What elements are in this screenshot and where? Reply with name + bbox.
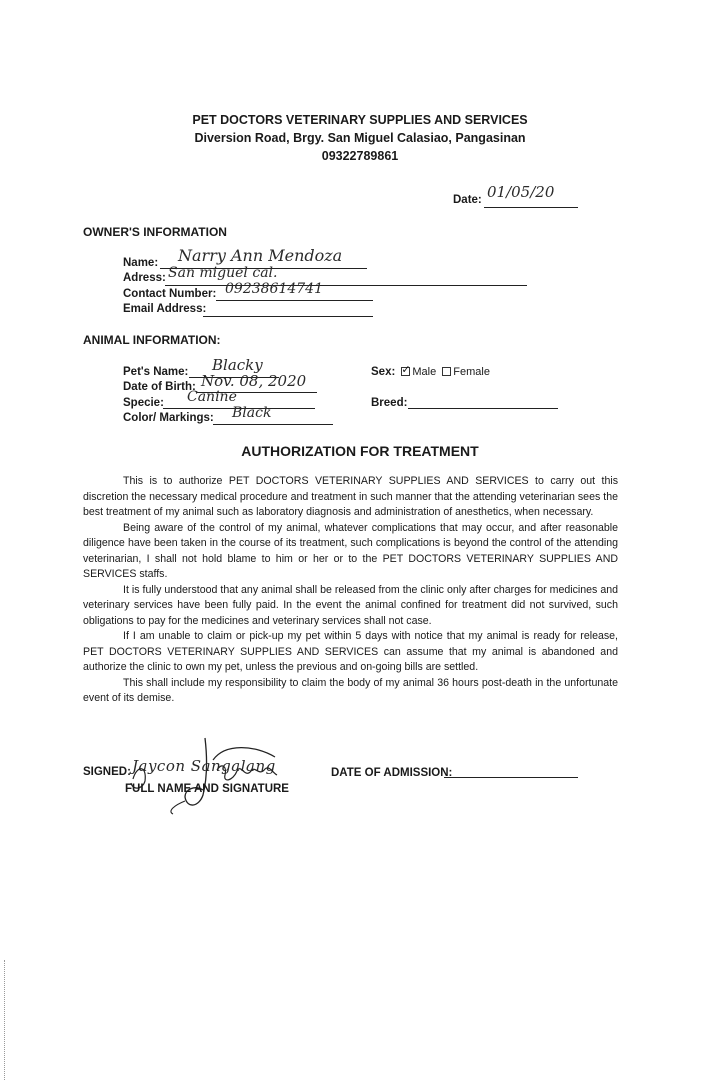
signature-caption: FULL NAME AND SIGNATURE — [125, 783, 289, 795]
page-edge-divider — [4, 960, 6, 1080]
color-value[interactable]: Black — [232, 405, 272, 421]
authorization-title: AUTHORIZATION FOR TREATMENT — [241, 443, 479, 459]
admission-line — [444, 777, 578, 778]
sex-label: Sex: — [371, 366, 396, 378]
signature-image — [125, 735, 285, 815]
dob-label: Date of Birth: — [123, 381, 196, 393]
company-name: PET DOCTORS VETERINARY SUPPLIES AND SERVICES — [192, 113, 528, 127]
owner-name-value[interactable]: Narry Ann Mendoza — [178, 246, 343, 265]
admission-label: DATE OF ADMISSION: — [331, 767, 453, 779]
breed-line — [408, 408, 558, 409]
signer-name: Jaycon Sangalang — [132, 757, 276, 775]
color-label: Color/ Markings: — [123, 412, 214, 424]
color-line — [213, 424, 333, 425]
owner-name-label: Name: — [123, 257, 159, 269]
authorization-body — [83, 474, 618, 707]
sex-female-label: Female — [453, 366, 490, 378]
sex-male-label: Male — [412, 366, 437, 378]
specie-value[interactable]: Canine — [187, 389, 237, 405]
owner-email-line — [203, 316, 373, 317]
specie-label: Specie: — [123, 397, 164, 409]
owner-address-line — [165, 285, 527, 286]
date-line — [484, 207, 578, 208]
authorization-paragraph: Being aware of the control of my animal, whatever complications that may occur, and after reasonable diligence have been taken in the course of its treatment, such complications is beyond the control of the attending veterinarian, I shall not hold blame to him or her or to the PET DOCTORS VETERINARY SUPPLIES AND SERVICES staffs. — [83, 521, 618, 580]
pet-name-value[interactable]: Blacky — [212, 356, 263, 374]
company-phone: 09322789861 — [321, 149, 399, 163]
company-address: Diversion Road, Brgy. San Miguel Calasiao, Pangasinan — [194, 131, 526, 145]
date-value[interactable]: 01/05/20 — [487, 183, 555, 201]
signed-label: SIGNED: — [83, 766, 131, 778]
sex-female-checkbox[interactable] — [442, 367, 451, 376]
owner-contact-value[interactable]: 09238614741 — [225, 281, 323, 297]
owner-contact-line — [216, 300, 373, 301]
dob-value[interactable]: Nov. 08, 2020 — [201, 372, 307, 390]
owner-email-label: Email Address: — [123, 303, 207, 315]
sex-male-checkbox[interactable] — [401, 364, 411, 377]
check-mark-icon: ✓ — [401, 364, 411, 377]
owner-contact-label: Contact Number: — [123, 288, 217, 300]
owner-address-label: Adress: — [123, 272, 166, 284]
authorization-paragraph: It is fully understood that any animal shall be released from the clinic only after charges for medicines and veterinary services have been fully paid. In the event the animal confined for treatment did not survived, such obligations to pay for the medicines and veterinary services shall not case. — [83, 583, 618, 627]
authorization-paragraph: This shall include my responsibility to claim the body of my animal 36 hours post-death in the unfortunate event of its demise. — [83, 676, 618, 704]
pet-name-label: Pet's Name: — [123, 366, 189, 378]
authorization-paragraph: This is to authorize PET DOCTORS VETERINARY SUPPLIES AND SERVICES to carry out this discretion the necessary medical procedure and treatment in such manner that the attending veterinarian sees the best treatment of my animal such as laboratory diagnosis and administration of anesthetics, when necessary. — [83, 475, 618, 518]
animal-section-title: ANIMAL INFORMATION: — [83, 333, 221, 347]
date-label: Date: — [453, 194, 482, 206]
owner-section-title: OWNER'S INFORMATION — [83, 225, 227, 239]
breed-label: Breed: — [371, 397, 408, 409]
owner-address-value[interactable]: San miguel cal. — [168, 265, 278, 281]
authorization-paragraph: If I am unable to claim or pick-up my pet within 5 days with notice that my animal is ready for release, PET DOCTORS VETERINARY SUPPLIES AND SERVICES can assume that my animal is abandoned and authorize the clinic to own my pet, unless the previous and on-going bills are settled. — [83, 630, 618, 673]
sex-field — [371, 366, 490, 378]
